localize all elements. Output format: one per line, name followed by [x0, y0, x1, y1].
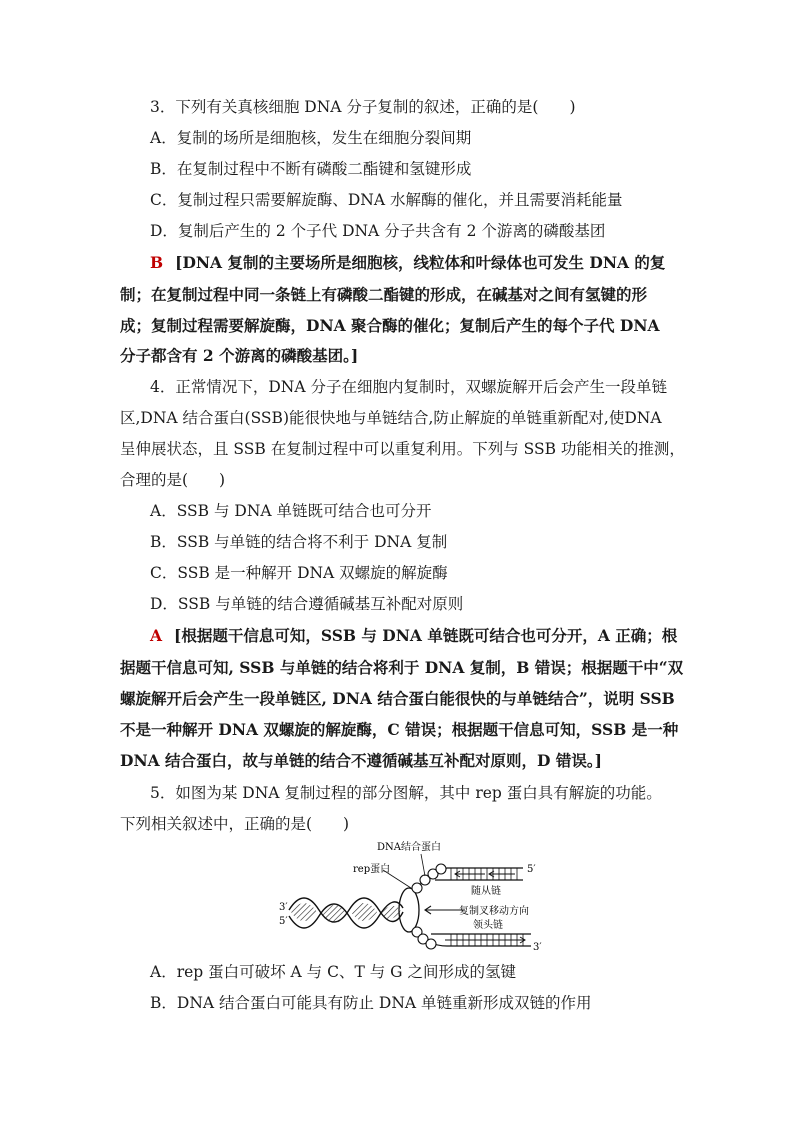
q4-option-d: D．SSB 与单链的结合遵循碱基互补配对原则: [150, 595, 464, 613]
dna-binding-proteins: [412, 864, 446, 949]
q4-stem-3: 呈伸展状态，且 SSB 在复制过程中可以重复利用。下列与 SSB 功能相关的推测，: [120, 440, 685, 458]
lagging-strand-arrows: [455, 871, 515, 877]
q4-option-c: C．SSB 是一种解开 DNA 双螺旋的解旋酶: [150, 564, 448, 582]
dna-replication-figure: [275, 838, 555, 956]
label-rep-protein: rep蛋白: [353, 864, 391, 875]
q4-stem-4: 合理的是( ): [120, 471, 226, 489]
q3-option-d: D．复制后产生的 2 个子代 DNA 分子共含有 2 个游离的磷酸基团: [150, 222, 606, 240]
helix-hatching: [291, 903, 401, 923]
q3-answer-key: B: [150, 253, 164, 272]
q4-explanation-5: DNA 结合蛋白，故与单链的结合不遵循碱基互补配对原则，D 错误。]: [120, 751, 602, 770]
q3-explanation-4: 分子都含有 2 个游离的磷酸基团。]: [120, 346, 359, 365]
label-fork-direction: 复制叉移动方向: [459, 906, 529, 917]
q5-stem-2: 下列相关叙述中，正确的是( ): [120, 815, 350, 833]
q4-option-a: A．SSB 与 DNA 单链既可结合也可分开: [150, 502, 432, 520]
q5-stem-1: 5．如图为某 DNA 复制过程的部分图解，其中 rep 蛋白具有解旋的功能。: [150, 784, 662, 802]
q4-explanation-3: 螺旋解开后会产生一段单链区, DNA 结合蛋白能很快的与单链结合”，说明 SSB: [120, 689, 675, 708]
q3-option-c: C．复制过程只需要解旋酶、DNA 水解酶的催化，并且需要消耗能量: [150, 191, 623, 209]
q3-explanation-3: 成；复制过程需要解旋酶，DNA 聚合酶的催化；复制后产生的每个子代 DNA: [120, 316, 660, 335]
q3-answer-line-1: [150, 253, 665, 273]
q4-stem-2: 区,DNA 结合蛋白(SSB)能很快地与单链结合,防止解旋的单链重新配对,使DNA: [120, 409, 662, 427]
label-3prime-bottom: 3′: [533, 942, 542, 953]
q4-explanation-4: 不是一种解开 DNA 双螺旋的解旋酶，C 错误；根据题干信息可知，SSB 是一种: [120, 720, 679, 739]
q4-explanation-2: 据题干信息可知, SSB 与单链的结合将利于 DNA 复制，B 错误；根据题干中“双: [120, 658, 684, 677]
rep-protein-shape: [399, 888, 419, 932]
q5-option-b: B．DNA 结合蛋白可能具有防止 DNA 单链重新形成双链的作用: [150, 994, 592, 1012]
q3-explanation-1: [DNA 复制的主要场所是细胞核，线粒体和叶绿体也可发生 DNA 的复: [175, 253, 666, 272]
q3-explanation-2: 制；在复制过程中同一条链上有磷酸二酯键的形成，在碱基对之间有氢键的形: [120, 285, 648, 304]
label-5prime-left: 5′: [279, 916, 288, 927]
q4-option-b: B．SSB 与单链的结合将不利于 DNA 复制: [150, 533, 448, 551]
q4-answer-key: A: [150, 626, 163, 645]
label-dna-binding-protein: DNA结合蛋白: [377, 842, 441, 853]
q4-stem-1: 4．正常情况下，DNA 分子在细胞内复制时，双螺旋解开后会产生一段单链: [150, 378, 667, 396]
q3-option-b: B．在复制过程中不断有磷酸二酯键和氢键形成: [150, 160, 472, 178]
label-5prime-top: 5′: [527, 864, 536, 875]
q4-explanation-1: [根据题干信息可知，SSB 与 DNA 单链既可结合也可分开，A 正确；根: [174, 626, 678, 645]
q5-option-a: A．rep 蛋白可破坏 A 与 C、T 与 G 之间形成的氢键: [150, 963, 516, 981]
label-leading-strand: 领头链: [473, 920, 503, 931]
q3-option-a: A．复制的场所是细胞核，发生在细胞分裂间期: [150, 129, 472, 147]
q4-answer-line-1: [150, 626, 677, 646]
label-lagging-strand: 随从链: [471, 886, 501, 897]
q3-stem: 3．下列有关真核细胞 DNA 分子复制的叙述，正确的是( ): [150, 98, 576, 116]
label-3prime-left: 3′: [279, 902, 288, 913]
